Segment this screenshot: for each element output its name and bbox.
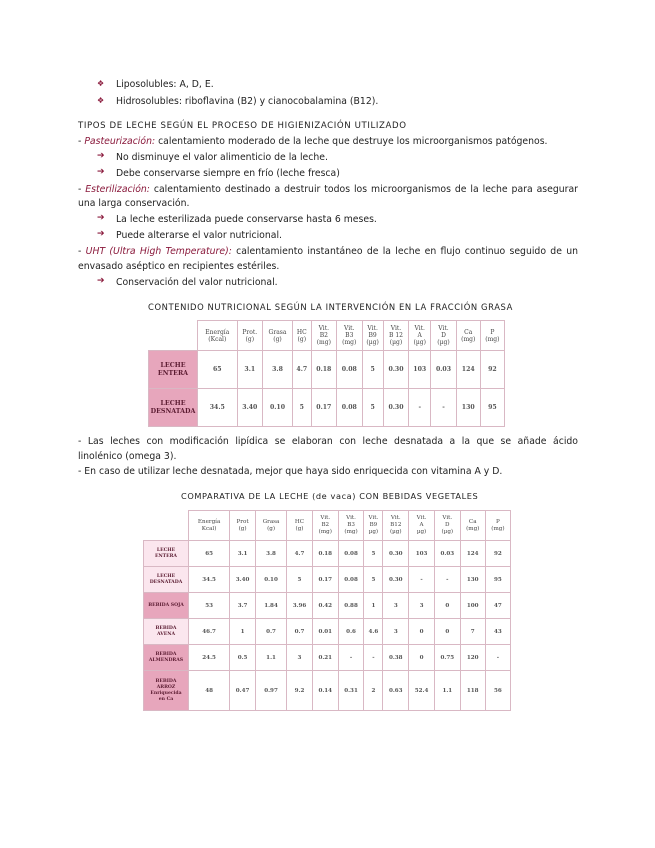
table-cell: 43 [485,619,510,645]
table-cell: 0.17 [312,567,338,593]
table-cell: 0.21 [312,645,338,671]
table-cell: 103 [409,541,435,567]
column-header [434,511,460,541]
arrow-bullet-icon: ➔ [97,276,105,286]
column-header [312,511,338,541]
header-line: (µg) [437,339,450,346]
table-cell: 0.7 [287,619,313,645]
header-line: D [441,332,446,339]
table-row [144,541,511,567]
table-cell: 3.40 [230,567,256,593]
header-line: Vit. [368,515,379,521]
column-header [237,321,262,351]
arrow-bullet-icon: ➔ [97,213,105,223]
nutrition-table-fat [148,320,505,427]
table-cell: 53 [189,593,230,619]
table-cell: 1 [364,593,383,619]
header-line: Vit. [438,325,449,332]
table-cell: 4.7 [292,351,311,389]
header-line: Vit. [367,325,378,332]
row-label-line: LECHE [156,547,176,553]
header-line: Vit. [346,515,356,521]
row-label [144,567,189,593]
dash: - [78,184,86,195]
table-cell: 3 [383,619,409,645]
table-cell: 3.8 [255,541,286,567]
table-cell: 5 [292,389,311,427]
header-line: B3 [347,522,355,528]
table-cell: 95 [485,567,510,593]
table-cell: - [338,645,364,671]
table-cell: - [409,389,431,427]
column-header [337,321,362,351]
table-cell: 0.08 [337,351,362,389]
table-row [144,671,511,711]
table-cell: 48 [189,671,230,711]
header-line: (µg) [366,339,379,346]
column-header [287,511,313,541]
dash: - [78,246,86,257]
header-line: D [445,522,450,528]
esterilizacion-item: Puede alterarse el valor nutricional. [116,230,282,241]
note-enriched: - En caso de utilizar leche desnatada, mejor que haya sido enriquecida con vitamina A y D. [78,466,503,477]
uht-term: UHT (Ultra High Temperature): [85,246,232,257]
table-cell: - [409,567,435,593]
table-cell: 3.96 [287,593,313,619]
table-cell: 103 [409,351,431,389]
table-cell: 1.84 [255,593,286,619]
header-line: (µg) [413,339,426,346]
table-cell: 3 [409,593,435,619]
table-cell: 24.5 [189,645,230,671]
table-cell: 0.6 [338,619,364,645]
column-header [409,321,431,351]
table-cell: 0.88 [338,593,364,619]
header-line: Energía [197,518,221,525]
row-label-line: LECHE [160,400,186,407]
table-cell: 5 [364,567,383,593]
table-cell: 124 [460,541,485,567]
table-cell: 4.7 [287,541,313,567]
row-label-line: BEBIDA [155,625,177,631]
pasteurizacion-term: Pasteurización: [84,136,156,147]
header-line: Ca [464,328,473,336]
row-label-line: LECHE [156,573,176,579]
bullet-liposolubles: Liposolubles: A, D, E. [116,79,214,90]
diamond-bullet-icon: ❖ [97,96,105,105]
table-cell: 56 [485,671,510,711]
header-line: (g) [245,335,255,343]
row-label-line: ENTERA [157,369,189,377]
table-cell: 47 [485,593,510,619]
table-cell: 0.30 [383,541,409,567]
table-cell: 0.31 [338,671,364,711]
table-cell: 7 [460,619,485,645]
header-line: (g) [238,525,247,532]
table-cell: 1.1 [434,671,460,711]
header-line: µg) [368,529,379,535]
table-row [149,389,505,427]
column-header [364,511,383,541]
table-header-row [149,321,505,351]
table-cell: 0.30 [383,351,408,389]
table-cell: 0.08 [337,389,362,427]
header-line: Grasa [268,328,287,336]
row-label [144,619,189,645]
table-cell: 0.97 [255,671,286,711]
header-line: Vit. [318,325,330,332]
column-header [255,511,286,541]
header-line: B 12 [389,332,403,339]
column-header [311,321,336,351]
uht-item: Conservación del valor nutricional. [116,277,278,288]
table-cell: 3.7 [230,593,256,619]
table-row [144,645,511,671]
header-line: (g) [267,525,276,532]
table-cell: 65 [189,541,230,567]
table-cell: 2 [364,671,383,711]
table-cell: 0.08 [338,541,364,567]
column-header [263,321,293,351]
table-cell: 3.8 [263,351,293,389]
table-cell: 0 [434,619,460,645]
table-cell: 0.10 [263,389,293,427]
column-header [460,511,485,541]
column-header [485,511,510,541]
table-cell: 5 [362,351,383,389]
row-label-line: BEBIDA [155,651,177,657]
table-cell: 0.14 [312,671,338,711]
table-corner-cell [144,511,189,541]
header-line: HC [294,518,305,525]
table-cell: 118 [460,671,485,711]
pasteurizacion-item: No disminuye el valor alimenticio de la leche. [116,152,328,163]
uht-line2: envasado aséptico en recipientes estériles. [78,261,280,272]
header-line: B12 [390,522,402,528]
row-label-line: ENTERA [154,553,177,559]
pasteurizacion-definition [78,135,548,148]
header-line: Vit. [416,515,427,521]
header-line: Ca [468,518,477,525]
row-label [149,351,198,389]
column-header [198,321,238,351]
header-line: B2 [319,332,328,339]
row-label-line: BEBIDA [155,678,177,684]
table1-title: CONTENIDO NUTRICIONAL SEGÚN LA INTERVENCIÓN EN LA FRACCIÓN GRASA [148,302,513,312]
table-cell: 65 [198,351,238,389]
column-header [383,511,409,541]
table-cell: 3 [287,645,313,671]
header-line: HC [296,328,307,336]
row-label-line: ALMENDRAS [148,657,184,663]
table-cell: 3 [383,593,409,619]
table-cell: 5 [364,541,383,567]
column-header [383,321,408,351]
header-line: B3 [345,332,354,339]
column-header [431,321,456,351]
esterilizacion-line2: una larga conservación. [78,198,190,209]
table-cell: 3.1 [230,541,256,567]
header-line: (mg) [485,335,500,343]
row-label-line: LECHE [160,362,186,369]
header-line: (mg) [318,529,332,535]
table-cell: 0.7 [255,619,286,645]
header-line: (mg) [344,529,358,535]
header-line: (mg) [342,339,357,346]
table-cell: 1.1 [255,645,286,671]
bullet-hidrosolubles: Hidrosolubles: riboflavina (B2) y cianocobalamina (B12). [116,96,379,107]
pasteurizacion-item: Debe conservarse siempre en frío (leche fresca) [116,168,340,179]
header-line: (mg) [466,525,480,532]
table-cell: 0.03 [434,541,460,567]
row-label-line: DESNATADA [149,579,183,585]
header-line: (µg) [389,339,403,346]
header-line: Prot [236,518,249,525]
table-cell: 0.30 [383,389,408,427]
column-header [480,321,504,351]
column-header [409,511,435,541]
header-line: B2 [321,522,330,528]
dash: - [78,136,85,147]
table-cell: 92 [485,541,510,567]
column-header [338,511,364,541]
table-cell: 0 [409,619,435,645]
table-row [144,567,511,593]
table-cell: 3.1 [237,351,262,389]
header-line: (µg) [389,529,402,535]
table-cell: 52.4 [409,671,435,711]
column-header [230,511,256,541]
row-label [144,541,189,567]
table-row [149,351,505,389]
esterilizacion-definition [78,183,578,196]
pasteurizacion-desc: calentamiento moderado de la leche que destruye los microorganismos patógenos. [155,136,548,147]
row-label [149,389,198,427]
diamond-bullet-icon: ❖ [97,79,105,88]
header-line: Vit. [390,515,401,521]
table-row [144,593,511,619]
table-cell: 0.03 [431,351,456,389]
arrow-bullet-icon: ➔ [97,151,105,161]
table-cell: 0.42 [312,593,338,619]
table-cell: 34.5 [198,389,238,427]
header-line: Prot. [242,328,258,336]
table-cell: - [485,645,510,671]
table-cell: - [434,567,460,593]
header-line: (µg) [441,529,454,535]
table-cell: - [364,645,383,671]
table-cell: 0.38 [383,645,409,671]
column-header [362,321,383,351]
table-cell: 0.5 [230,645,256,671]
column-header [189,511,230,541]
row-label [144,645,189,671]
table-cell: 120 [460,645,485,671]
table-cell: 1 [230,619,256,645]
row-label-line: ARROZ [156,684,176,690]
header-line: A [417,332,422,339]
header-line: P [496,518,500,525]
row-label-line: BEBIDA SOJA [148,602,184,608]
row-label-line: DESNATADA [150,407,196,415]
table-cell: 92 [480,351,504,389]
row-label [144,593,189,619]
uht-line1: calentamiento instantáneo de la leche en flujo continuo seguido de un [231,246,578,257]
arrow-bullet-icon: ➔ [97,167,105,177]
header-line: Vit. [390,325,402,332]
note-lipid-modification: - Las leches con modificación lipídica se elaboran con leche desnatada a la que se añade ácido [78,436,578,447]
table-cell: 0.30 [383,567,409,593]
table-cell: 0 [409,645,435,671]
table-cell: 0.47 [230,671,256,711]
table-cell: 100 [460,593,485,619]
table-cell: 0.63 [383,671,409,711]
table-cell: 124 [456,351,480,389]
header-line: (g) [297,335,307,343]
header-line: B9 [368,332,377,339]
row-label [144,671,189,711]
esterilizacion-term: Esterilización: [85,184,150,195]
note-linolenic: linolénico (omega 3). [78,451,177,462]
table2-title: COMPARATIVA DE LA LECHE (de vaca) CON BEBIDAS VEGETALES [181,491,479,501]
esterilizacion-line1: calentamiento destinado a destruir todos los microorganismos de la leche para asegurar [149,184,578,195]
table-cell: 46.7 [189,619,230,645]
table-cell: 0.01 [312,619,338,645]
header-line: (mg) [461,335,476,343]
table-cell: 9.2 [287,671,313,711]
row-label-line: Enriquecida [150,690,182,696]
header-line: (mg) [491,525,505,532]
header-line: (Kcal) [208,335,227,343]
header-line: (g) [273,335,282,343]
table-cell: 95 [480,389,504,427]
header-line: A [419,522,424,528]
header-line: Kcal) [201,525,217,532]
table-cell: 5 [362,389,383,427]
header-line: µg) [416,529,427,535]
header-line: P [490,328,495,336]
table-row [144,619,511,645]
comparison-table-vegetable [143,510,511,711]
table-cell: 0.10 [255,567,286,593]
table-cell: 34.5 [189,567,230,593]
row-label-line: en Ca [158,696,174,702]
header-line: B9 [369,522,378,528]
table-cell: 130 [460,567,485,593]
table-cell: 4.6 [364,619,383,645]
section-title: TIPOS DE LECHE SEGÚN EL PROCESO DE HIGIENIZACIÓN UTILIZADO [78,121,407,131]
table-cell: 0.08 [338,567,364,593]
header-line: Grasa [262,518,280,525]
column-header [292,321,311,351]
row-label-line: AVENA [156,631,176,637]
header-line: Vit. [414,325,425,332]
table-cell: 0.17 [311,389,336,427]
column-header [456,321,480,351]
header-line: Vit. [320,515,331,521]
table-cell: 0.18 [312,541,338,567]
arrow-bullet-icon: ➔ [97,229,105,239]
header-line: Vit. [344,325,355,332]
table-cell: 130 [456,389,480,427]
table-cell: 3.40 [237,389,262,427]
uht-definition [78,245,578,258]
header-line: Energía [205,328,230,336]
header-line: Vit. [442,515,453,521]
header-line: (mg) [316,339,331,346]
header-line: (g) [295,525,304,532]
table-corner-cell [149,321,198,351]
table-header-row [144,511,511,541]
table-cell: - [431,389,456,427]
table-cell: 5 [287,567,313,593]
table-cell: 0.18 [311,351,336,389]
table-cell: 0.75 [434,645,460,671]
table-cell: 0 [434,593,460,619]
esterilizacion-item: La leche esterilizada puede conservarse hasta 6 meses. [116,214,377,225]
